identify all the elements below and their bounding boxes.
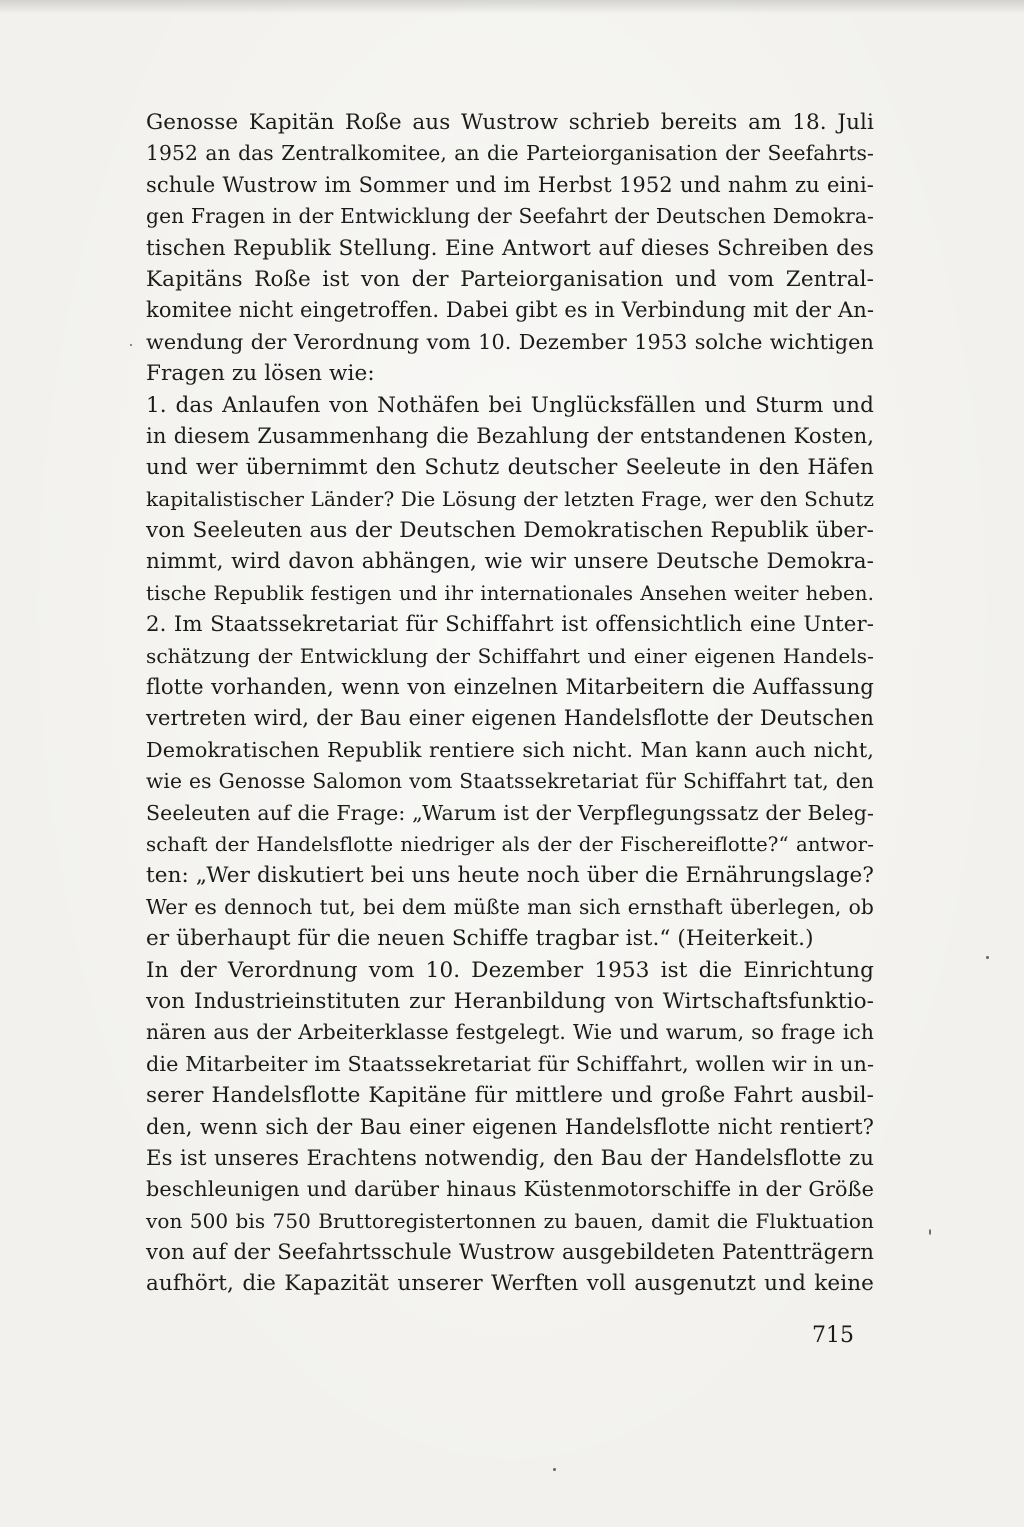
- text-line: von 500 bis 750 Bruttoregistertonnen zu bauen, damit die Fluktuation: [146, 1208, 874, 1233]
- text-line: serer Handelsflotte Kapitäne für mittlere und große Fahrt ausbil-: [146, 1083, 874, 1109]
- text-line: ten: „Wer diskutiert bei uns heute noch über die Ernährungslage?: [146, 863, 874, 889]
- page-top-edge-shadow: [0, 0, 1024, 14]
- text-line: und wer übernimmt den Schutz deutscher Seeleute in den Häfen: [146, 455, 874, 481]
- text-line: tische Republik festigen und ihr internationales Ansehen weiter heben.: [146, 581, 874, 605]
- scan-speck: [130, 344, 132, 346]
- text-line: den, wenn sich der Bau einer eigenen Handelsflotte nicht rentiert?: [146, 1114, 874, 1139]
- text-line: In der Verordnung vom 10. Dezember 1953 ist die Einrichtung: [146, 957, 874, 983]
- text-line: schätzung der Entwicklung der Schiffahrt und einer eigenen Handels-: [146, 643, 874, 668]
- text-line: 2. Im Staatssekretariat für Schiffahrt ist offensichtlich eine Unter-: [146, 612, 874, 638]
- text-line: die Mitarbeiter im Staatssekretariat für Schiffahrt, wollen wir in un-: [146, 1051, 875, 1076]
- text-line: Wer es dennoch tut, bei dem müßte man sich ernsthaft überlegen, ob: [146, 894, 874, 919]
- text-line: vertreten wird, der Bau einer eigenen Handelsflotte der Deutschen: [146, 706, 874, 731]
- text-line: wie es Genosse Salomon vom Staatssekretariat für Schiffahrt tat, den: [146, 769, 874, 794]
- text-line: Kapitäns Roße ist von der Parteiorganisation und vom Zentral-: [146, 266, 874, 292]
- text-line: beschleunigen und darüber hinaus Küstenmotorschiffe in der Größe: [146, 1177, 874, 1202]
- text-line: von Industrieinstituten zur Heranbildung von Wirtschaftsfunktio-: [146, 988, 874, 1014]
- text-line: von Seeleuten aus der Deutschen Demokratischen Republik über-: [146, 518, 874, 544]
- text-line: Demokratischen Republik rentiere sich nicht. Man kann auch nicht,: [146, 737, 874, 762]
- text-line: tischen Republik Stellung. Eine Antwort auf dieses Schreiben des: [146, 235, 874, 261]
- page-number: 715: [812, 1323, 854, 1348]
- scan-speck: [986, 956, 989, 959]
- text-line: Genosse Kapitän Roße aus Wustrow schrieb bereits am 18. Juli: [146, 110, 874, 135]
- text-line: Fragen zu lösen wie:: [146, 361, 375, 387]
- text-line: gen Fragen in der Entwicklung der Seefahrt der Deutschen Demokra-: [146, 204, 874, 229]
- text-line: in diesem Zusammenhang die Bezahlung der entstandenen Kosten,: [146, 423, 874, 448]
- text-line: kapitalistischer Länder? Die Lösung der letzten Frage, wer den Schutz: [146, 486, 874, 511]
- text-line: aufhört, die Kapazität unserer Werften voll ausgenutzt und keine: [146, 1271, 874, 1297]
- scan-speck: [929, 1229, 931, 1235]
- text-line: wendung der Verordnung vom 10. Dezember 1953 solche wichtigen: [146, 329, 874, 354]
- text-line: 1952 an das Zentralkomitee, an die Parteiorganisation der Seefahrts-: [146, 141, 874, 166]
- text-line: nimmt, wird davon abhängen, wie wir unsere Deutsche Demokra-: [146, 549, 874, 575]
- text-line: schaft der Handelsflotte niedriger als der der Fischereiflotte?“ antwor-: [146, 832, 874, 856]
- text-line: Seeleuten auf die Frage: „Warum ist der Verpflegungssatz der Beleg-: [146, 800, 874, 825]
- text-line: schule Wustrow im Sommer und im Herbst 1952 und nahm zu eini-: [146, 172, 874, 197]
- text-line: er überhaupt für die neuen Schiffe tragbar ist.“ (Heiterkeit.): [146, 926, 814, 952]
- text-line: nären aus der Arbeiterklasse festgelegt. Wie und warum, so frage ich: [146, 1020, 874, 1045]
- body-text: [146, 107, 874, 1300]
- text-line: flotte vorhanden, wenn von einzelnen Mitarbeitern die Auffassung: [146, 675, 874, 701]
- text-line: von auf der Seefahrtsschule Wustrow ausgebildeten Patentträgern: [146, 1240, 874, 1266]
- scan-speck: [553, 1468, 556, 1471]
- text-line: 1. das Anlaufen von Nothäfen bei Unglücksfällen und Sturm und: [146, 392, 874, 418]
- text-line: Es ist unseres Erachtens notwendig, den Bau der Handelsflotte zu: [146, 1145, 874, 1171]
- text-line: komitee nicht eingetroffen. Dabei gibt es in Verbindung mit der An-: [146, 298, 875, 323]
